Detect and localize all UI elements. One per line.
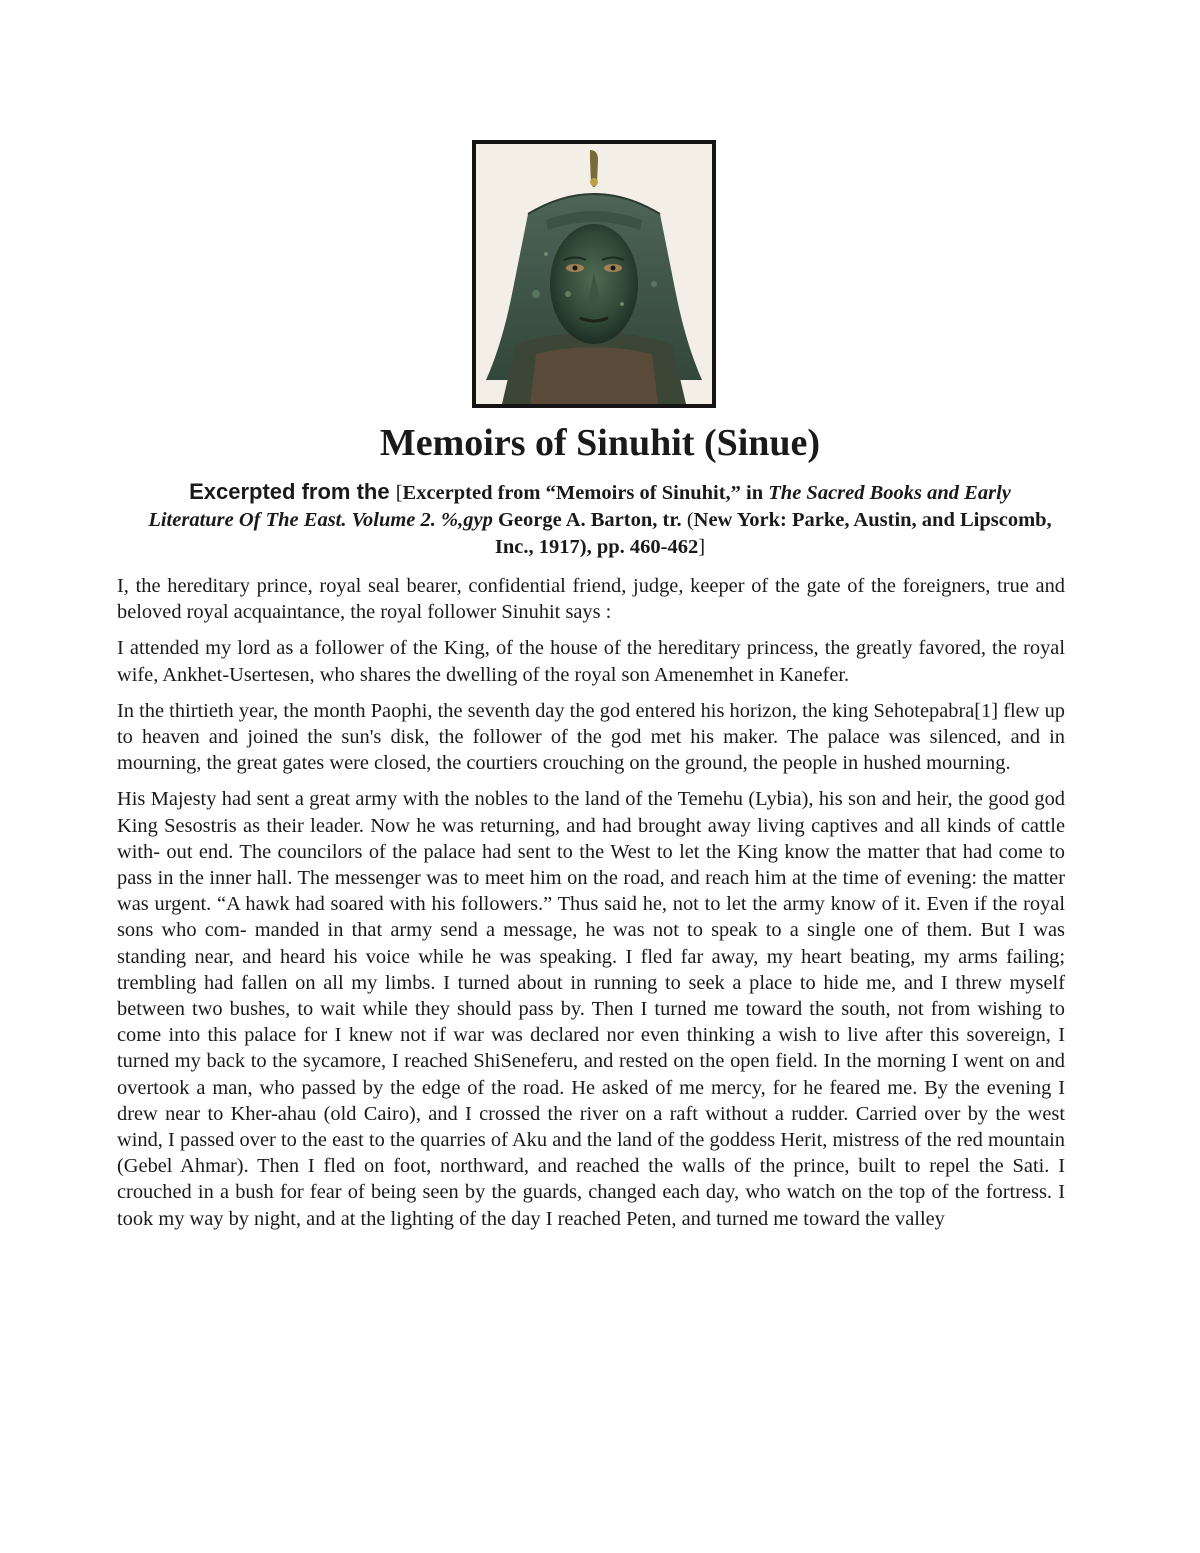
paragraph: I, the hereditary prince, royal seal bearer, confidential friend, judge, keeper of the gate of the foreigners, true and beloved royal acquaintance, the royal follower Sinuhit says : bbox=[117, 575, 1065, 624]
bust-illustration bbox=[476, 144, 712, 404]
citation-open-bracket: [ bbox=[395, 482, 403, 504]
citation-translator: George A. Barton, tr. bbox=[492, 509, 687, 531]
paragraph: His Majesty had sent a great army with the nobles to the land of the Temehu (Lybia), his son and heir, the good god King Sesostris as their leader. Now he was returning, and had brought away living captives and all kinds of cattle with- out end. The councilors of the palace had sent to the West to let the King know the matter that had come to pass in the inner hall. The messenger was to meet him on the road, and reach him at the time of evening: the matter was urgent. “A hawk had soared with his followers.” Thus said he, not to let the army know of it. Even if the royal sons who com- manded in that army send a message, he was not to speak to a single one of them. But I was standing near, and heard his voice while he was speaking. I fled far away, my heart beating, my arms failing; trembling had fallen on all my limbs. I turned about in running to seek a place to hide me, and I threw myself between two bushes, to wait while they should pass by. Then I turned me toward the south, not from wishing to come into this palace for I knew not if war was declared nor even thinking a wish to live after this sovereign, I turned my back to the sycamore, I reached ShiSeneferu, and rested on the open field. In the morning I went on and overtook a man, who passed by the edge of the road. He asked of me mercy, for he feared me. By the evening I drew near to Kher-ahau (old Cairo), and I crossed the river on a raft without a rudder. Carried over by the west wind, I passed over to the east to the quarries of Aku and the land of the goddess Herit, mistress of the red mountain (Gebel Ahmar). Then I fled on foot, northward, and reached the walls of the prince, built to repel the Sati. I crouched in a bush for fear of being seen by the guards, changed each day, who watch on the top of the fortress. I took my way by night, and at the lighting of the day I reached Peten, and turned me toward the valley bbox=[117, 788, 1065, 1230]
citation-book-title: The Sacred Books and Early Literature Of The East. Volume 2. %,gyp bbox=[148, 482, 1011, 531]
page-title: Memoirs of Sinuhit (Sinue) bbox=[379, 422, 821, 464]
paragraph: I attended my lord as a follower of the King, of the house of the hereditary princess, the greatly favored, the royal wife, Ankhet-Usertesen, who shares the dwelling of the royal son Amenemhet in Kanefer. bbox=[117, 637, 1065, 686]
portrait-bust-image bbox=[472, 140, 716, 408]
citation-close-bracket: ] bbox=[698, 536, 706, 558]
paragraph: In the thirtieth year, the month Paophi, the seventh day the god entered his horizon, the king Sehotepabra[1] flew up to heaven and joined the sun's disk, the follower of the god met his maker. The palace was silenced, and in mourning, the great gates were closed, the courtiers crouching on the ground, the people in hushed mourning. bbox=[117, 699, 1065, 775]
citation-publisher: New York: Parke, Austin, and Lipscomb, Inc., 1917), pp. 460-462 bbox=[494, 509, 1052, 558]
memoir-text bbox=[117, 573, 1065, 1242]
source-citation bbox=[148, 478, 1052, 561]
citation-excerpt-prefix: Excerpted from “Memoirs of Sinuhit,” in bbox=[402, 482, 769, 504]
citation-lead: Excerpted from the bbox=[189, 479, 396, 504]
citation-paren: ( bbox=[686, 509, 694, 531]
